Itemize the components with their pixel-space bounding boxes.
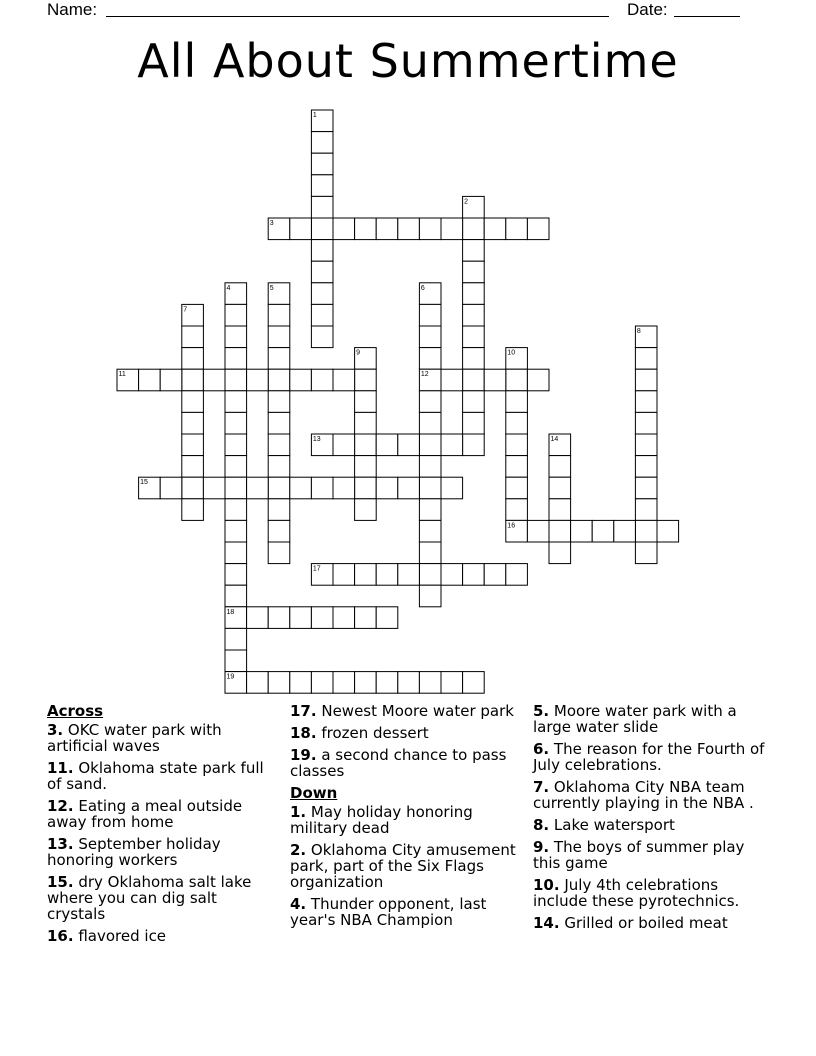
grid-cell[interactable]: [506, 412, 528, 434]
grid-cell[interactable]: [290, 369, 312, 391]
clue-item-number: 10.: [533, 876, 560, 894]
grid-cell[interactable]: [311, 369, 333, 391]
clue-column-3: [533, 703, 773, 937]
grid-cell[interactable]: [441, 672, 463, 694]
down-heading: Down: [290, 784, 338, 802]
clue-item-text: frozen dessert: [316, 724, 429, 742]
name-label: Name:: [47, 0, 98, 19]
clue-item-number: 5.: [533, 702, 550, 720]
grid-cell[interactable]: [463, 369, 485, 391]
grid-cell[interactable]: [182, 412, 204, 434]
grid-cell[interactable]: [225, 585, 247, 607]
grid-cell[interactable]: [311, 110, 333, 132]
grid-cell[interactable]: [441, 477, 463, 499]
grid-cell[interactable]: [333, 564, 355, 586]
grid-cell[interactable]: [225, 628, 247, 650]
clue-item-text: Oklahoma City NBA team currently playing in the NBA .: [533, 778, 754, 812]
clue-item-number: 6.: [533, 740, 550, 758]
grid-cell[interactable]: [333, 218, 355, 240]
clue-item-text: flavored ice: [73, 927, 167, 945]
grid-cell[interactable]: [506, 434, 528, 456]
grid-cell[interactable]: [225, 326, 247, 348]
grid-cell[interactable]: [160, 477, 182, 499]
grid-cell[interactable]: [419, 348, 441, 370]
grid-cell[interactable]: [139, 369, 161, 391]
grid-cell[interactable]: [311, 153, 333, 175]
grid-cell[interactable]: [419, 304, 441, 326]
clue-item: [290, 804, 522, 836]
clue-item: [533, 741, 773, 773]
grid-cell[interactable]: [484, 218, 506, 240]
grid-cell[interactable]: [527, 369, 549, 391]
grid-cell[interactable]: [182, 348, 204, 370]
grid-cell[interactable]: [441, 218, 463, 240]
grid-cell[interactable]: [355, 218, 377, 240]
clue-item-number: 8.: [533, 816, 550, 834]
grid-cell[interactable]: [311, 132, 333, 154]
grid-cell[interactable]: [311, 477, 333, 499]
clue-item: [47, 836, 279, 868]
clue-number: 3: [269, 220, 274, 227]
clue-item-text: OKC water park with artificial waves: [47, 721, 222, 755]
grid-cell[interactable]: [225, 607, 247, 629]
grid-cell[interactable]: [268, 218, 290, 240]
grid-cell[interactable]: [419, 218, 441, 240]
grid-cell[interactable]: [419, 369, 441, 391]
grid-cell[interactable]: [419, 326, 441, 348]
grid-cell[interactable]: [463, 304, 485, 326]
grid-cell[interactable]: [355, 477, 377, 499]
clue-number: 18: [226, 608, 235, 616]
clue-item-text: dry Oklahoma salt lake where you can dig salt crystals: [47, 873, 252, 923]
grid-cell[interactable]: [182, 477, 204, 499]
grid-cell[interactable]: [376, 672, 398, 694]
grid-cell[interactable]: [398, 434, 420, 456]
grid-cell[interactable]: [376, 564, 398, 586]
grid-cell[interactable]: [592, 520, 614, 542]
grid-cell[interactable]: [506, 218, 528, 240]
grid-cell[interactable]: [268, 456, 290, 478]
grid-cell[interactable]: [355, 607, 377, 629]
grid-cell[interactable]: [398, 218, 420, 240]
grid-cell[interactable]: [635, 542, 657, 564]
grid-cell[interactable]: [549, 520, 571, 542]
clue-item: [47, 874, 279, 922]
grid-cell[interactable]: [419, 434, 441, 456]
clue-item-text: Lake watersport: [549, 816, 675, 834]
grid-cell[interactable]: [268, 477, 290, 499]
clue-item-number: 9.: [533, 838, 550, 856]
clue-item-number: 17.: [290, 702, 317, 720]
clue-number: 4: [226, 284, 231, 292]
grid-cell[interactable]: [355, 369, 377, 391]
clue-item-text: May holiday honoring military dead: [290, 803, 473, 837]
clue-item-number: 2.: [290, 841, 307, 859]
grid-cell[interactable]: [419, 477, 441, 499]
clue-item-number: 3.: [47, 721, 64, 739]
grid-cell[interactable]: [355, 434, 377, 456]
clue-item-text: The reason for the Fourth of July celebrations.: [533, 740, 765, 774]
grid-cell[interactable]: [333, 434, 355, 456]
clue-number: 16: [507, 522, 516, 530]
grid-cell[interactable]: [441, 369, 463, 391]
grid-cell[interactable]: [203, 369, 225, 391]
clue-item-number: 7.: [533, 778, 550, 796]
grid-cell[interactable]: [225, 672, 247, 694]
grid-cell[interactable]: [463, 564, 485, 586]
grid-cell[interactable]: [268, 520, 290, 542]
clue-item-number: 1.: [290, 803, 307, 821]
grid-cell[interactable]: [182, 434, 204, 456]
clue-item: [290, 703, 522, 719]
grid-cell[interactable]: [182, 391, 204, 413]
grid-cell[interactable]: [225, 650, 247, 672]
clue-item-text: The boys of summer play this game: [533, 838, 745, 872]
grid-cell[interactable]: [419, 456, 441, 478]
grid-cell[interactable]: [268, 283, 290, 305]
date-blank[interactable]: [674, 16, 740, 17]
clue-item: [47, 798, 279, 830]
grid-cell[interactable]: [635, 391, 657, 413]
grid-cell[interactable]: [311, 304, 333, 326]
grid-cell[interactable]: [290, 672, 312, 694]
clue-item-number: 18.: [290, 724, 317, 742]
grid-cell[interactable]: [355, 412, 377, 434]
grid-cell[interactable]: [160, 369, 182, 391]
grid-cell[interactable]: [527, 218, 549, 240]
grid-cell[interactable]: [268, 369, 290, 391]
clue-number: 6: [420, 284, 425, 292]
grid-cell[interactable]: [355, 456, 377, 478]
grid-cell[interactable]: [247, 369, 269, 391]
grid-cell[interactable]: [311, 261, 333, 283]
grid-cell[interactable]: [182, 456, 204, 478]
clue-number: 5: [269, 284, 274, 292]
grid-cell[interactable]: [506, 520, 528, 542]
grid-cell[interactable]: [549, 456, 571, 478]
clue-item: [533, 915, 773, 931]
clue-item-number: 4.: [290, 895, 307, 913]
grid-cell[interactable]: [225, 477, 247, 499]
grid-cell[interactable]: [441, 434, 463, 456]
grid-cell[interactable]: [635, 434, 657, 456]
grid-cell[interactable]: [571, 520, 593, 542]
clue-item: [533, 703, 773, 735]
grid-cell[interactable]: [311, 218, 333, 240]
grid-cell[interactable]: [311, 175, 333, 197]
grid-cell[interactable]: [635, 477, 657, 499]
clue-item-text: July 4th celebrations include these pyrotechnics.: [533, 876, 740, 910]
grid-cell[interactable]: [225, 391, 247, 413]
grid-cell[interactable]: [333, 477, 355, 499]
grid-cell[interactable]: [549, 499, 571, 521]
grid-cell[interactable]: [614, 520, 636, 542]
grid-cell[interactable]: [225, 564, 247, 586]
grid-cell[interactable]: [311, 240, 333, 262]
grid-cell[interactable]: [635, 499, 657, 521]
grid-cell[interactable]: [463, 283, 485, 305]
grid-cell[interactable]: [419, 672, 441, 694]
clue-item: [290, 842, 522, 890]
grid-cell[interactable]: [225, 412, 247, 434]
grid-cell[interactable]: [311, 607, 333, 629]
grid-cell[interactable]: [419, 412, 441, 434]
grid-cell[interactable]: [333, 369, 355, 391]
grid-cell[interactable]: [290, 477, 312, 499]
grid-cell[interactable]: [182, 499, 204, 521]
grid-cell[interactable]: [419, 391, 441, 413]
grid-cell[interactable]: [506, 564, 528, 586]
clue-number: 19: [226, 673, 235, 681]
grid-cell[interactable]: [506, 348, 528, 370]
clue-item-text: Oklahoma City amusement park, part of the Six Flags organization: [290, 841, 516, 891]
clue-number: 17: [312, 565, 321, 573]
grid-cell[interactable]: [463, 261, 485, 283]
grid-cell[interactable]: [225, 499, 247, 521]
clue-number: 10: [507, 349, 516, 357]
grid-cell[interactable]: [268, 434, 290, 456]
grid-cell[interactable]: [355, 348, 377, 370]
clue-item-text: September holiday honoring workers: [47, 835, 221, 869]
grid-cell[interactable]: [376, 434, 398, 456]
clue-item: [290, 725, 522, 741]
grid-cell[interactable]: [527, 520, 549, 542]
clue-number: 2: [464, 198, 469, 206]
clue-number: 7: [183, 306, 188, 314]
grid-cell[interactable]: [506, 477, 528, 499]
page-title: All About Summertime: [137, 34, 679, 88]
grid-cell[interactable]: [311, 283, 333, 305]
grid-cell[interactable]: [376, 477, 398, 499]
clue-column-2: [290, 703, 522, 934]
grid-cell[interactable]: [225, 283, 247, 305]
grid-cell[interactable]: [290, 607, 312, 629]
grid-cell[interactable]: [311, 326, 333, 348]
clue-number: 13: [312, 436, 321, 443]
clue-item: [533, 779, 773, 811]
clue-item: [47, 760, 279, 792]
grid-cell[interactable]: [311, 564, 333, 586]
clue-item: [290, 747, 522, 779]
clue-item-number: 19.: [290, 746, 317, 764]
clue-item-text: Oklahoma state park full of sand.: [47, 759, 264, 793]
clue-number: 9: [356, 349, 361, 357]
grid-cell[interactable]: [419, 564, 441, 586]
grid-cell[interactable]: [139, 477, 161, 499]
grid-cell[interactable]: [311, 672, 333, 694]
grid-cell[interactable]: [268, 412, 290, 434]
grid-cell[interactable]: [225, 542, 247, 564]
grid-cell[interactable]: [225, 304, 247, 326]
grid-cell[interactable]: [355, 672, 377, 694]
grid-cell[interactable]: [225, 456, 247, 478]
grid-cell[interactable]: [247, 672, 269, 694]
grid-cell[interactable]: [268, 672, 290, 694]
grid-cell[interactable]: [419, 520, 441, 542]
across-heading: Across: [47, 702, 104, 720]
grid-cell[interactable]: [657, 520, 679, 542]
grid-cell[interactable]: [203, 477, 225, 499]
grid-cell[interactable]: [506, 456, 528, 478]
clue-item-text: Grilled or boiled meat: [559, 914, 728, 932]
clue-item-number: 12.: [47, 797, 74, 815]
grid-cell[interactable]: [441, 564, 463, 586]
grid-cell[interactable]: [225, 348, 247, 370]
grid-cell[interactable]: [635, 456, 657, 478]
grid-cell[interactable]: [355, 499, 377, 521]
grid-cell[interactable]: [463, 218, 485, 240]
grid-cell[interactable]: [635, 348, 657, 370]
grid-cell[interactable]: [182, 304, 204, 326]
grid-cell[interactable]: [311, 434, 333, 456]
grid-cell[interactable]: [398, 477, 420, 499]
grid-cell[interactable]: [549, 477, 571, 499]
clue-number: 1: [312, 112, 317, 119]
grid-cell[interactable]: [463, 391, 485, 413]
clue-column-1: [47, 703, 279, 950]
grid-cell[interactable]: [419, 499, 441, 521]
clue-item-text: Thunder opponent, last year's NBA Champion: [290, 895, 487, 929]
grid-cell[interactable]: [376, 218, 398, 240]
clue-number: 15: [140, 479, 148, 487]
grid-cell[interactable]: [268, 304, 290, 326]
grid-cell[interactable]: [463, 348, 485, 370]
grid-cell[interactable]: [635, 326, 657, 348]
grid-cell[interactable]: [311, 196, 333, 218]
grid-cell[interactable]: [247, 477, 269, 499]
grid-cell[interactable]: [549, 434, 571, 456]
clue-number: 12: [420, 371, 429, 379]
grid-cell[interactable]: [225, 520, 247, 542]
grid-cell[interactable]: [506, 391, 528, 413]
clue-number: 14: [550, 436, 559, 443]
clue-item-text: Eating a meal outside away from home: [47, 797, 243, 831]
grid-cell[interactable]: [333, 607, 355, 629]
date-label: Date:: [627, 0, 668, 19]
grid-cell[interactable]: [419, 283, 441, 305]
grid-cell[interactable]: [268, 499, 290, 521]
grid-cell[interactable]: [484, 564, 506, 586]
grid-cell[interactable]: [268, 542, 290, 564]
clue-item: [47, 928, 279, 944]
grid-cell[interactable]: [355, 564, 377, 586]
grid-cell[interactable]: [463, 412, 485, 434]
grid-cell[interactable]: [635, 412, 657, 434]
clue-item-text: a second chance to pass classes: [290, 746, 507, 780]
grid-cell[interactable]: [506, 499, 528, 521]
grid-cell[interactable]: [398, 672, 420, 694]
clue-item: [47, 722, 279, 754]
worksheet-header: [47, 0, 747, 20]
clue-item-number: 13.: [47, 835, 74, 853]
clue-item: [290, 896, 522, 928]
clue-item-text: Moore water park with a large water slide: [533, 702, 737, 736]
grid-cell[interactable]: [268, 348, 290, 370]
grid-cell[interactable]: [355, 391, 377, 413]
grid-cell[interactable]: [117, 369, 139, 391]
grid-cell[interactable]: [247, 607, 269, 629]
clue-item-number: 16.: [47, 927, 74, 945]
grid-cell[interactable]: [268, 326, 290, 348]
grid-cell[interactable]: [419, 542, 441, 564]
clue-item-text: Newest Moore water park: [316, 702, 514, 720]
clue-item-number: 11.: [47, 759, 74, 777]
grid-cell[interactable]: [484, 369, 506, 391]
clue-item: [533, 817, 773, 833]
grid-cell[interactable]: [333, 672, 355, 694]
clue-item-number: 15.: [47, 873, 74, 891]
clue-item-number: 14.: [533, 914, 560, 932]
name-blank[interactable]: [106, 16, 609, 17]
grid-cell[interactable]: [635, 369, 657, 391]
grid-cell[interactable]: [376, 607, 398, 629]
grid-cell[interactable]: [635, 520, 657, 542]
grid-cell[interactable]: [463, 434, 485, 456]
grid-cell[interactable]: [463, 326, 485, 348]
grid-cell[interactable]: [463, 672, 485, 694]
grid-cell[interactable]: [398, 564, 420, 586]
clue-item: [533, 877, 773, 909]
grid-cell[interactable]: [463, 240, 485, 262]
grid-cell[interactable]: [290, 218, 312, 240]
clue-item: [533, 839, 773, 871]
grid-cell[interactable]: [268, 607, 290, 629]
clue-number: 8: [636, 328, 641, 335]
grid-cell[interactable]: [182, 369, 204, 391]
grid-cell[interactable]: [182, 326, 204, 348]
grid-cell[interactable]: [419, 585, 441, 607]
grid-cell[interactable]: [463, 196, 485, 218]
grid-cell[interactable]: [268, 391, 290, 413]
grid-cell[interactable]: [225, 369, 247, 391]
grid-cell[interactable]: [225, 434, 247, 456]
clue-number: 11: [118, 371, 126, 379]
grid-cell[interactable]: [549, 542, 571, 564]
grid-cell[interactable]: [506, 369, 528, 391]
